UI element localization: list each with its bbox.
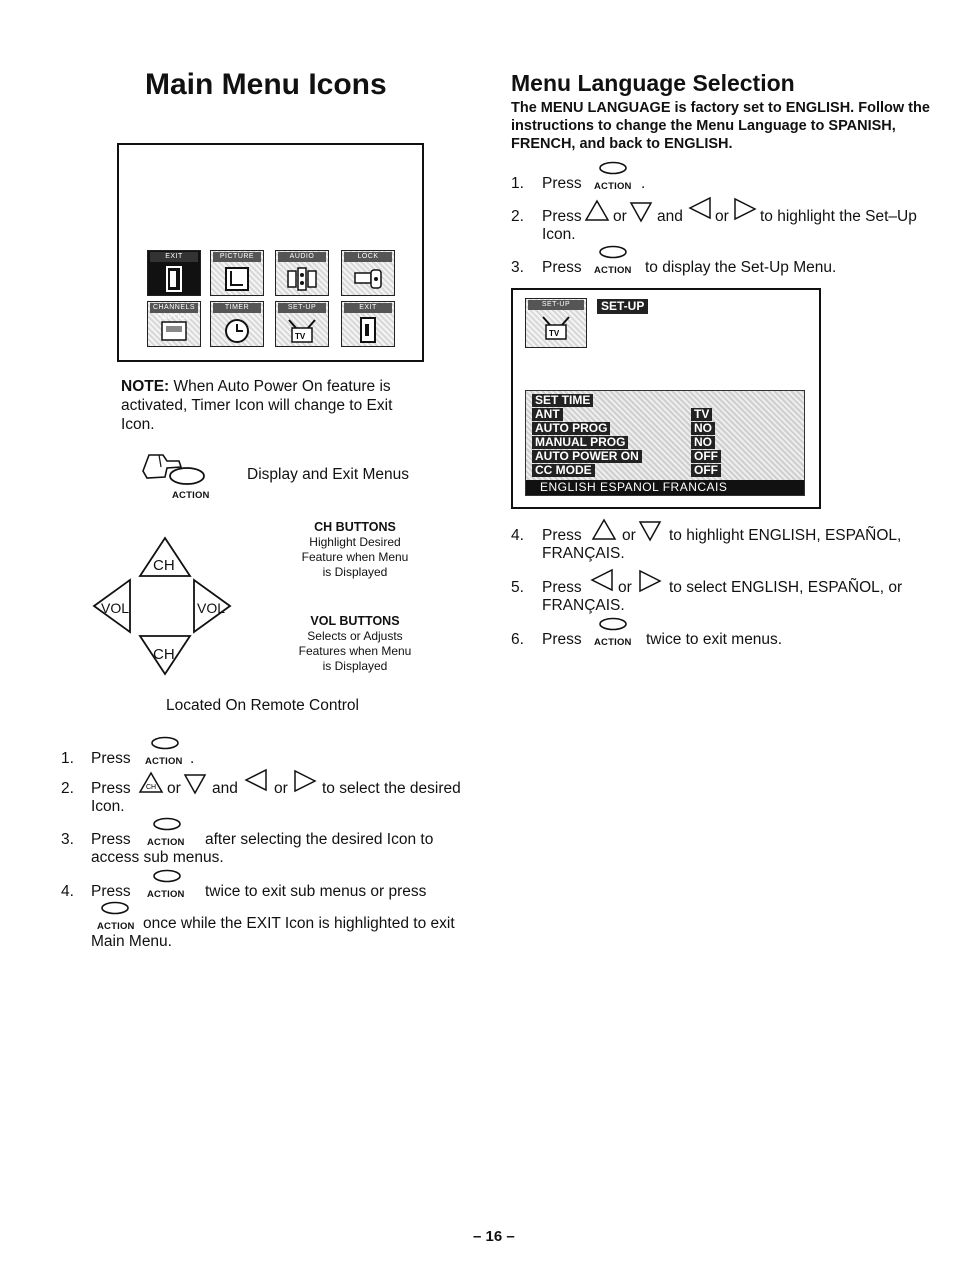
- step-text: or: [274, 780, 288, 797]
- icon-label: EXIT: [150, 252, 198, 262]
- step-text: .: [190, 750, 195, 767]
- step-text: to display the Set-Up Menu.: [645, 259, 837, 276]
- ch-down-icon: [630, 201, 652, 223]
- vol-up-icon: [733, 197, 757, 221]
- note-text: When Auto Power On feature is activated, Timer Icon will change to Exit Icon.: [121, 378, 393, 433]
- action-button-icon: [152, 817, 182, 831]
- step-text: Press: [542, 579, 582, 596]
- action-label: ACTION: [147, 837, 185, 848]
- icon-label: EXIT: [344, 303, 392, 313]
- svg-text:TV: TV: [549, 329, 560, 338]
- step-number: 3.: [511, 259, 524, 276]
- action-button-icon: [100, 901, 130, 915]
- step-text: access sub menus.: [91, 849, 224, 866]
- icon-label: LOCK: [344, 252, 392, 262]
- action-label: ACTION: [145, 756, 183, 767]
- step-text: and: [212, 780, 238, 797]
- vol-up-icon: [638, 569, 662, 593]
- step-text: Press: [542, 208, 582, 225]
- language-bar: ENGLISH ESPANOL FRANCAIS: [526, 480, 804, 495]
- step-text: once while the EXIT Icon is highlighted to exit: [143, 915, 455, 932]
- exit-door-icon: [352, 316, 384, 344]
- ch-down-icon: [184, 773, 206, 795]
- exit-menu-icon: [147, 250, 201, 296]
- main-menu-icons-title: Main Menu Icons: [145, 68, 387, 101]
- step-text: .: [641, 175, 646, 192]
- setup-row-value: NO: [691, 422, 715, 435]
- setup-row-label: AUTO POWER ON: [532, 450, 642, 463]
- setup-row-value: NO: [691, 436, 715, 449]
- step-text: Main Menu.: [91, 933, 172, 950]
- ch-buttons-title: CH BUTTONS: [314, 520, 396, 534]
- step-text: Press: [91, 883, 131, 900]
- step-text: or: [618, 579, 632, 596]
- step-number: 1.: [61, 750, 74, 767]
- step-text: after selecting the desired Icon to: [205, 831, 434, 848]
- action-button-icon: [598, 161, 628, 175]
- note-label: NOTE:: [121, 378, 170, 395]
- step-text: Press: [542, 527, 582, 544]
- setup-row-label: CC MODE: [532, 464, 595, 477]
- icon-label: PICTURE: [213, 252, 261, 262]
- step-text: and: [657, 208, 683, 225]
- icon-label: SET-UP: [278, 303, 326, 313]
- step-text: to select ENGLISH, ESPAÑOL, or: [669, 579, 903, 596]
- main-menu-screen: [117, 143, 424, 362]
- menu-language-title: Menu Language Selection: [511, 70, 795, 96]
- step-text: or: [167, 780, 181, 797]
- icon-label: CHANNELS CAPTION: [150, 303, 198, 313]
- action-button-icon: [150, 736, 180, 750]
- page-number: – 16 –: [473, 1228, 515, 1245]
- audio-icon: [286, 265, 318, 293]
- setup-icon-tile: [525, 298, 587, 348]
- vol-buttons-description: Selects or Adjusts Features when Menu is Displayed: [298, 629, 412, 673]
- step-number: 2.: [511, 208, 524, 225]
- step-text: Press: [91, 750, 131, 767]
- exit-menu-icon-2: [341, 301, 395, 347]
- vol-down-icon: [590, 568, 614, 592]
- vol-up-icon: [293, 769, 317, 793]
- setup-tv-icon: [540, 313, 572, 341]
- vol-down-icon: [244, 768, 268, 792]
- action-label: ACTION: [594, 265, 632, 276]
- audio-menu-icon: [275, 250, 329, 296]
- step-text: Icon.: [542, 226, 576, 243]
- step-number: 4.: [511, 527, 524, 544]
- action-button-icon: [598, 245, 628, 259]
- step-text: Icon.: [91, 798, 125, 815]
- icon-label: AUDIO: [278, 252, 326, 262]
- timer-clock-icon: [221, 316, 253, 344]
- action-label: ACTION: [594, 637, 632, 648]
- action-description: Display and Exit Menus: [247, 466, 409, 483]
- step-text: or: [622, 527, 636, 544]
- step-text: Press: [91, 780, 131, 797]
- step-text: to highlight ENGLISH, ESPAÑOL,: [669, 527, 902, 544]
- setup-row-label: ANT: [532, 408, 563, 421]
- step-number: 2.: [61, 780, 74, 797]
- ch-up-icon: [591, 518, 617, 542]
- setup-menu-icon: [275, 301, 329, 347]
- ch-down-icon: [639, 520, 661, 542]
- action-hand-icon: [137, 451, 209, 489]
- action-button-icon: [598, 617, 628, 631]
- step-text: FRANÇAIS.: [542, 545, 625, 562]
- step-number: 5.: [511, 579, 524, 596]
- channel-caption-icon: [158, 316, 190, 344]
- step-text: to select the desired: [322, 780, 461, 797]
- ch-up-icon: [584, 199, 610, 223]
- step-text: Press: [91, 831, 131, 848]
- setup-icon-label: SET-UP: [528, 300, 584, 310]
- step-number: 4.: [61, 883, 74, 900]
- setup-menu-screen: [511, 288, 821, 509]
- step-text: Press: [542, 259, 582, 276]
- step-number: 6.: [511, 631, 524, 648]
- vol-buttons-title: VOL BUTTONS: [310, 614, 400, 628]
- ch-buttons-description: Highlight Desired Feature when Menu is Displayed: [301, 535, 409, 579]
- step-text: or: [715, 208, 729, 225]
- setup-header: SET-UP: [597, 299, 648, 314]
- menu-language-intro: The MENU LANGUAGE is factory set to ENGLISH. Follow the instructions to change the Menu Language to SPANISH, FRENCH, and back to ENGLISH.: [511, 100, 930, 152]
- setup-row-value: OFF: [691, 464, 721, 477]
- step-text: Press: [542, 631, 582, 648]
- step-text: twice to exit menus.: [646, 631, 783, 648]
- vol-right-label: VOL: [197, 600, 226, 616]
- ch-up-label: CH: [153, 557, 175, 574]
- vol-left-label: VOL: [101, 600, 130, 616]
- step-text: twice to exit sub menus or press: [205, 883, 427, 900]
- ch-down-label: CH: [153, 646, 175, 663]
- step-text: or: [613, 208, 627, 225]
- setup-row-value: TV: [691, 408, 712, 421]
- lock-menu-icon: [341, 250, 395, 296]
- exit-door-icon: [158, 265, 190, 293]
- svg-text:TV: TV: [295, 332, 306, 341]
- setup-row-value: OFF: [691, 450, 721, 463]
- setup-options-panel: [525, 390, 805, 496]
- timer-menu-icon: [210, 301, 264, 347]
- step-text: Press: [542, 175, 582, 192]
- setup-row-label: SET TIME: [532, 394, 593, 407]
- setup-row-label: AUTO PROG: [532, 422, 610, 435]
- picture-menu-icon: [210, 250, 264, 296]
- note: [121, 377, 421, 434]
- action-label: ACTION: [97, 921, 135, 932]
- step-text: to highlight the Set–Up: [760, 208, 917, 225]
- ch-up-icon: [138, 771, 164, 795]
- picture-icon: [221, 265, 253, 293]
- vol-down-icon: [688, 196, 712, 220]
- action-label: ACTION: [172, 490, 210, 501]
- step-number: 1.: [511, 175, 524, 192]
- lock-key-icon: [352, 265, 384, 293]
- step-number: 3.: [61, 831, 74, 848]
- icon-label: TIMER: [213, 303, 261, 313]
- action-label: ACTION: [147, 889, 185, 900]
- action-button-icon: [152, 869, 182, 883]
- step-text: FRANÇAIS.: [542, 597, 625, 614]
- setup-row-label: MANUAL PROG: [532, 436, 628, 449]
- channel-caption-menu-icon: [147, 301, 201, 347]
- svg-text:CH: CH: [146, 784, 157, 791]
- action-label: ACTION: [594, 181, 632, 192]
- located-caption: Located On Remote Control: [166, 697, 359, 714]
- setup-tv-icon: [286, 316, 318, 344]
